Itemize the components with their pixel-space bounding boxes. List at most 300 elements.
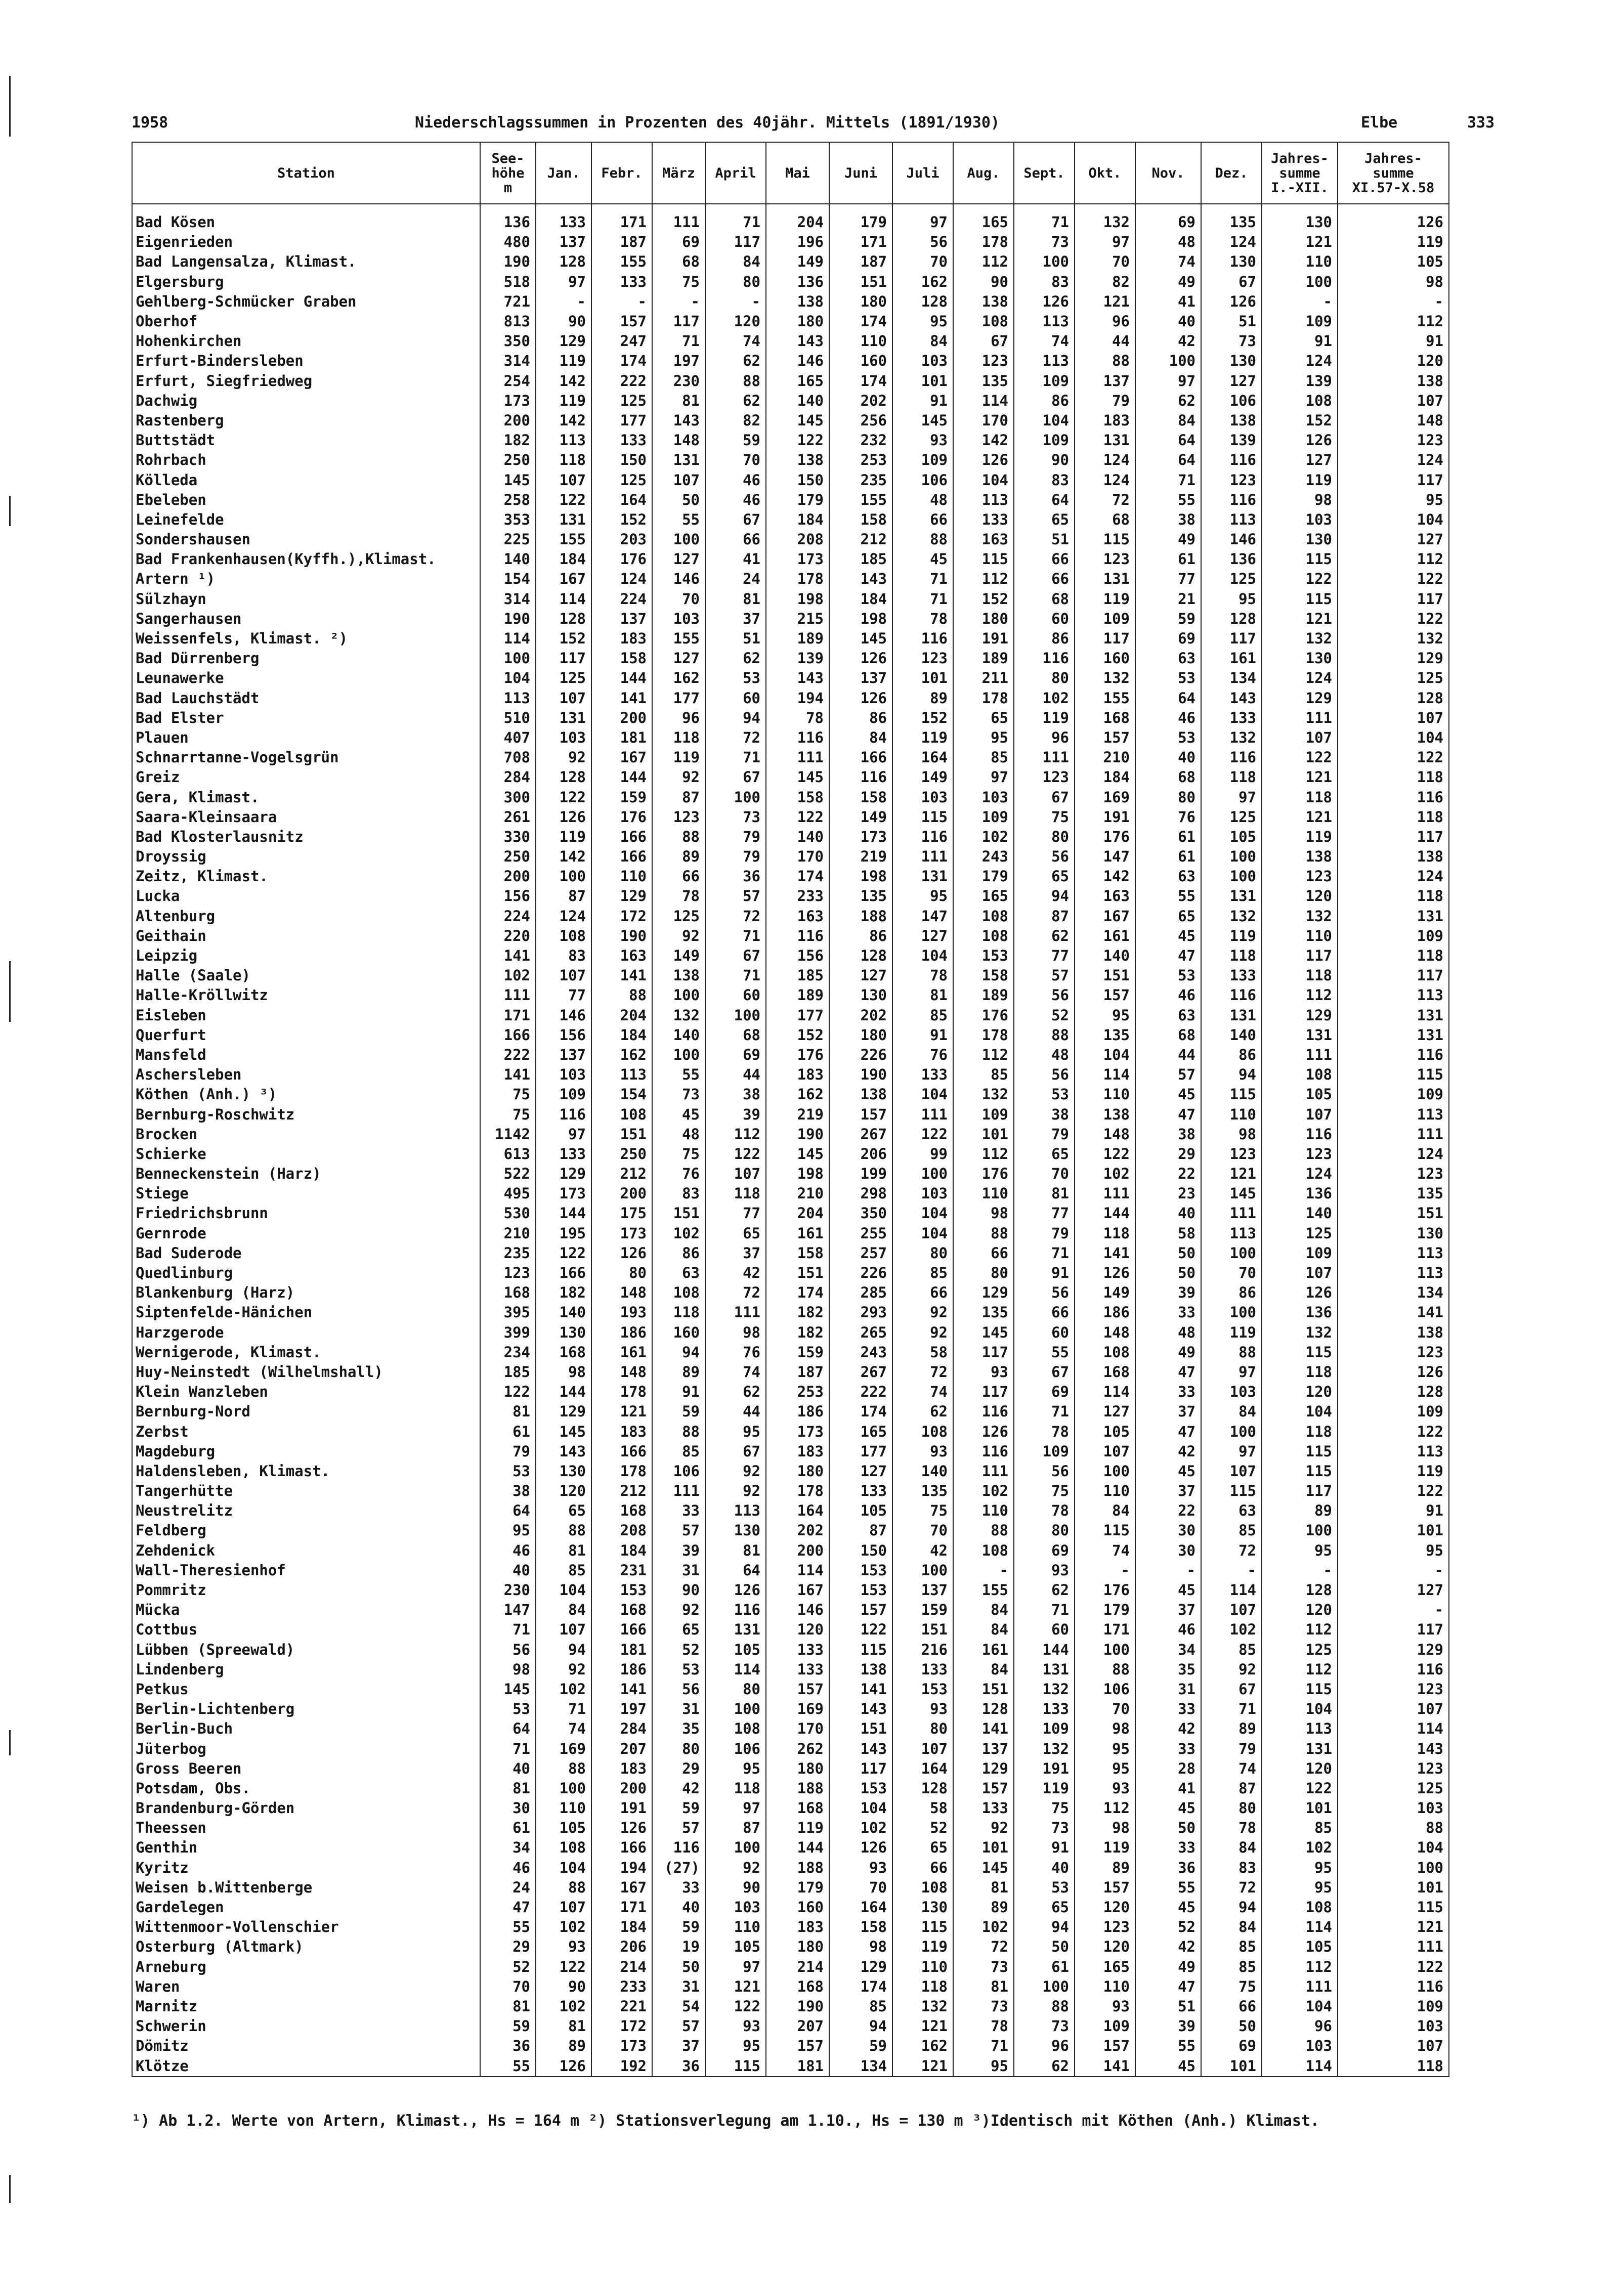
table-cell: 130	[536, 1323, 591, 1343]
table-cell: 179	[1075, 1600, 1135, 1620]
table-cell: (27)	[652, 1858, 705, 1878]
table-cell: 186	[1075, 1303, 1135, 1322]
table-cell: 105	[1075, 1422, 1135, 1441]
table-cell: 133	[1201, 966, 1262, 985]
table-cell: 96	[1014, 728, 1075, 748]
table-cell: 145	[953, 1323, 1014, 1343]
table-cell: 198	[766, 1164, 829, 1184]
table-cell: 95	[705, 1759, 766, 1779]
table-cell: 95	[1075, 1739, 1135, 1758]
table-row	[132, 312, 1449, 331]
table-cell: 262	[766, 1739, 829, 1758]
table-cell: 84	[536, 1600, 591, 1620]
table-cell: 122	[536, 1957, 591, 1977]
table-cell: 117	[1338, 966, 1449, 985]
table-cell: 87	[1014, 907, 1075, 926]
table-cell: 102	[536, 1680, 591, 1699]
table-cell: 202	[829, 1006, 892, 1025]
table-cell: 107	[1201, 1600, 1262, 1620]
table-cell: 67	[705, 1442, 766, 1461]
station-name: Osterburg (Altmark)	[132, 1937, 480, 1957]
table-cell: 88	[705, 371, 766, 391]
table-cell: 143	[829, 1739, 892, 1758]
table-cell: 77	[536, 985, 591, 1005]
table-row	[132, 1125, 1449, 1144]
table-cell: 53	[705, 668, 766, 688]
header-year: 1958	[132, 114, 168, 132]
table-cell: 167	[591, 748, 652, 767]
table-row	[132, 1025, 1449, 1045]
table-cell: 110	[1262, 926, 1338, 946]
table-cell: 52	[1135, 1917, 1201, 1937]
table-cell: 101	[1201, 2056, 1262, 2076]
table-cell: 51	[1014, 530, 1075, 549]
table-cell: 89	[1201, 1719, 1262, 1739]
table-cell: -	[1075, 1561, 1135, 1580]
table-cell: 29	[652, 1759, 705, 1779]
table-cell: 104	[1262, 1997, 1338, 2016]
table-cell: 179	[953, 867, 1014, 886]
table-cell: 116	[892, 827, 953, 847]
station-name: Rastenberg	[132, 411, 480, 430]
column-header: Juni	[829, 142, 892, 204]
column-header: Mai	[766, 142, 829, 204]
table-cell: 171	[1075, 1620, 1135, 1640]
table-cell: 108	[953, 926, 1014, 946]
table-cell: 102	[829, 1818, 892, 1838]
table-cell: 112	[953, 569, 1014, 589]
table-row	[132, 1144, 1449, 1164]
table-cell: 148	[1075, 1125, 1135, 1144]
table-row	[132, 1104, 1449, 1124]
table-cell: 101	[1338, 1878, 1449, 1898]
table-cell: 140	[892, 1461, 953, 1481]
table-cell: 84	[892, 331, 953, 351]
table-row	[132, 272, 1449, 292]
table-cell: 110	[1075, 1977, 1135, 1997]
table-row	[132, 629, 1449, 649]
table-cell: 157	[829, 1104, 892, 1124]
station-name: Zerbst	[132, 1422, 480, 1441]
table-cell: 95	[892, 886, 953, 906]
station-name: Eigenrieden	[132, 232, 480, 252]
table-cell: 87	[652, 787, 705, 807]
table-row	[132, 1442, 1449, 1461]
table-cell: 63	[652, 1263, 705, 1283]
table-cell: 130	[1262, 649, 1338, 668]
table-cell: 145	[1201, 1184, 1262, 1203]
table-cell: 30	[1135, 1521, 1201, 1540]
table-cell: 126	[1201, 292, 1262, 312]
table-cell: 123	[1262, 1144, 1338, 1164]
table-row	[132, 1402, 1449, 1422]
table-cell: 300	[480, 787, 536, 807]
table-cell: 89	[652, 847, 705, 867]
table-cell: 212	[591, 1164, 652, 1184]
table-cell: 107	[1262, 1263, 1338, 1283]
table-cell: 88	[1201, 1343, 1262, 1362]
table-cell: 76	[1135, 807, 1201, 827]
table-cell: 152	[953, 589, 1014, 609]
table-cell: 49	[1135, 1343, 1201, 1362]
table-cell: -	[591, 292, 652, 312]
table-cell: 148	[591, 1362, 652, 1382]
table-cell: 110	[1075, 1481, 1135, 1501]
table-cell: 480	[480, 232, 536, 252]
table-cell: 94	[829, 2016, 892, 2036]
table-cell: 45	[1135, 1580, 1201, 1600]
table-cell: 118	[1338, 807, 1449, 827]
table-cell: 110	[953, 1184, 1014, 1203]
table-cell: 125	[1201, 569, 1262, 589]
table-cell: 96	[652, 708, 705, 728]
table-cell: 222	[480, 1045, 536, 1065]
table-cell: 42	[892, 1541, 953, 1561]
table-cell: 126	[1262, 1283, 1338, 1303]
table-cell: 144	[536, 1382, 591, 1402]
table-cell: 178	[591, 1382, 652, 1402]
table-cell: 159	[766, 1343, 829, 1362]
table-cell: 33	[652, 1501, 705, 1521]
table-cell: 64	[1135, 450, 1201, 470]
table-cell: 94	[652, 1343, 705, 1362]
table-cell: 122	[829, 1620, 892, 1640]
table-cell: 74	[1075, 1541, 1135, 1561]
table-cell: 112	[1262, 1660, 1338, 1680]
table-cell: 250	[480, 847, 536, 867]
table-cell: 104	[892, 1224, 953, 1243]
station-name: Jüterbog	[132, 1739, 480, 1758]
table-cell: 144	[591, 668, 652, 688]
table-cell: 22	[1135, 1164, 1201, 1184]
table-row	[132, 1343, 1449, 1362]
table-cell: 214	[766, 1957, 829, 1977]
table-row	[132, 589, 1449, 609]
table-cell: 93	[892, 1442, 953, 1461]
table-cell: 99	[892, 1144, 953, 1164]
table-cell: 166	[480, 1025, 536, 1045]
table-cell: 83	[1201, 1858, 1262, 1878]
table-row	[132, 1997, 1449, 2016]
table-cell: 130	[829, 985, 892, 1005]
table-cell: 121	[892, 2056, 953, 2076]
table-cell: 115	[1075, 530, 1135, 549]
table-cell: 74	[1135, 252, 1201, 272]
table-cell: 47	[480, 1898, 536, 1917]
table-cell: 180	[953, 609, 1014, 629]
table-cell: 68	[1135, 1025, 1201, 1045]
table-cell: 144	[1075, 1203, 1135, 1223]
table-cell: 111	[1262, 1977, 1338, 1997]
table-row	[132, 1957, 1449, 1977]
table-row	[132, 470, 1449, 490]
table-cell: 87	[1201, 1779, 1262, 1798]
table-cell: 210	[1075, 748, 1135, 767]
table-cell: 132	[1262, 907, 1338, 926]
table-cell: 62	[705, 391, 766, 411]
table-cell: 165	[829, 1422, 892, 1441]
table-cell: 71	[1014, 204, 1075, 232]
table-cell: 104	[892, 1085, 953, 1104]
table-cell: 83	[1014, 470, 1075, 490]
station-name: Weisen b.Wittenberge	[132, 1878, 480, 1898]
table-cell: 100	[705, 1838, 766, 1858]
table-cell: 330	[480, 827, 536, 847]
table-cell: 129	[1338, 649, 1449, 668]
table-cell: 173	[591, 2036, 652, 2056]
table-cell: 124	[1262, 351, 1338, 371]
table-cell: 146	[652, 569, 705, 589]
station-name: Bad Dürrenberg	[132, 649, 480, 668]
table-cell: 65	[1014, 1898, 1075, 1917]
table-cell: 125	[591, 470, 652, 490]
table-cell: 185	[766, 966, 829, 985]
table-cell: 110	[1262, 252, 1338, 272]
table-cell: 123	[1014, 767, 1075, 787]
table-cell: 79	[480, 1442, 536, 1461]
table-cell: 33	[1135, 1739, 1201, 1758]
table-cell: 222	[591, 371, 652, 391]
table-cell: 72	[705, 1283, 766, 1303]
table-cell: 101	[953, 1838, 1014, 1858]
table-cell: 162	[892, 2036, 953, 2056]
table-cell: 56	[1014, 847, 1075, 867]
table-cell: 45	[652, 1104, 705, 1124]
table-cell: 107	[536, 966, 591, 985]
table-cell: 147	[892, 907, 953, 926]
table-cell: 71	[1135, 470, 1201, 490]
table-cell: 88	[652, 827, 705, 847]
table-cell: 171	[829, 232, 892, 252]
table-cell: 157	[1075, 2036, 1135, 2056]
table-cell: 164	[892, 748, 953, 767]
table-cell: 84	[1201, 1838, 1262, 1858]
table-cell: 123	[1338, 1680, 1449, 1699]
table-cell: 50	[1135, 1263, 1201, 1283]
table-cell: 178	[953, 688, 1014, 708]
table-cell: 66	[652, 867, 705, 886]
table-cell: 131	[1075, 569, 1135, 589]
table-cell: 137	[536, 1045, 591, 1065]
table-cell: 177	[652, 688, 705, 708]
station-name: Petkus	[132, 1680, 480, 1699]
table-cell: 207	[591, 1739, 652, 1758]
station-name: Gernrode	[132, 1224, 480, 1243]
table-cell: 129	[1262, 688, 1338, 708]
column-header: See- höhe m	[480, 142, 536, 204]
table-cell: 131	[1338, 1025, 1449, 1045]
table-cell: 118	[1338, 2056, 1449, 2076]
table-cell: 156	[536, 1025, 591, 1045]
table-cell: 55	[480, 1917, 536, 1937]
table-cell: 56	[1014, 1461, 1075, 1481]
table-cell: 59	[705, 430, 766, 450]
table-cell: 128	[1338, 1382, 1449, 1402]
table-cell: 100	[892, 1164, 953, 1184]
station-name: Quedlinburg	[132, 1263, 480, 1283]
station-name: Leipzig	[132, 946, 480, 966]
table-cell: 67	[705, 946, 766, 966]
station-name: Dömitz	[132, 2036, 480, 2056]
table-cell: 87	[536, 886, 591, 906]
table-cell: 122	[1338, 1422, 1449, 1441]
table-cell: 37	[652, 2036, 705, 2056]
table-cell: 97	[1135, 371, 1201, 391]
table-row	[132, 1461, 1449, 1481]
table-cell: 184	[591, 1025, 652, 1045]
station-name: Harzgerode	[132, 1323, 480, 1343]
table-cell: 46	[1135, 985, 1201, 1005]
table-row	[132, 391, 1449, 411]
table-cell: 113	[1201, 510, 1262, 530]
table-cell: 74	[1014, 331, 1075, 351]
table-cell: 29	[480, 1937, 536, 1957]
table-cell: 84	[953, 1620, 1014, 1640]
table-cell: 141	[591, 1680, 652, 1699]
table-row	[132, 1858, 1449, 1878]
table-cell: 62	[892, 1402, 953, 1422]
table-cell: 132	[1014, 1680, 1075, 1699]
table-cell: 167	[766, 1580, 829, 1600]
table-cell: 40	[1135, 748, 1201, 767]
table-cell: 136	[1262, 1184, 1338, 1203]
table-cell: 108	[705, 1719, 766, 1739]
table-cell: 117	[1201, 629, 1262, 649]
station-name: Friedrichsbrunn	[132, 1203, 480, 1223]
table-cell: 161	[766, 1224, 829, 1243]
table-cell: 121	[1262, 767, 1338, 787]
table-cell: 150	[829, 1541, 892, 1561]
table-cell: 46	[480, 1541, 536, 1561]
table-cell: 86	[829, 708, 892, 728]
station-name: Zehdenick	[132, 1541, 480, 1561]
station-name: Erfurt-Bindersleben	[132, 351, 480, 371]
table-cell: 47	[1135, 1422, 1201, 1441]
table-cell: 81	[953, 1878, 1014, 1898]
table-cell: 162	[652, 668, 705, 688]
table-cell: 113	[1262, 1719, 1338, 1739]
table-cell: 31	[652, 1699, 705, 1719]
table-cell: 142	[536, 847, 591, 867]
table-cell: 118	[705, 1184, 766, 1203]
table-cell: 40	[1135, 1203, 1201, 1223]
table-cell: 111	[1338, 1125, 1449, 1144]
table-cell: 144	[591, 767, 652, 787]
table-cell: 128	[536, 252, 591, 272]
table-row	[132, 787, 1449, 807]
table-cell: 69	[1014, 1541, 1075, 1561]
table-cell: 89	[1262, 1501, 1338, 1521]
table-header-row	[132, 142, 1449, 204]
table-cell: 107	[705, 1164, 766, 1184]
table-cell: 41	[1135, 292, 1201, 312]
station-name: Greiz	[132, 767, 480, 787]
table-cell: 98	[705, 1323, 766, 1343]
table-cell: 81	[892, 985, 953, 1005]
table-cell: 115	[1075, 1521, 1135, 1540]
station-name: Gardelegen	[132, 1898, 480, 1917]
table-cell: 48	[1014, 1045, 1075, 1065]
table-cell: 122	[705, 1997, 766, 2016]
table-cell: 79	[1201, 1739, 1262, 1758]
table-cell: 153	[829, 1580, 892, 1600]
table-cell: 92	[652, 926, 705, 946]
table-row	[132, 1779, 1449, 1798]
margin-mark	[9, 2175, 11, 2203]
table-cell: 40	[480, 1561, 536, 1580]
table-cell: 81	[536, 2016, 591, 2036]
table-cell: 133	[1201, 708, 1262, 728]
table-cell: 65	[1014, 510, 1075, 530]
table-cell: 80	[1014, 827, 1075, 847]
table-cell: 57	[1135, 1065, 1201, 1085]
table-cell: 102	[953, 1917, 1014, 1937]
station-name: Pommritz	[132, 1580, 480, 1600]
table-cell: 136	[1201, 549, 1262, 569]
table-cell: 183	[591, 1422, 652, 1441]
table-cell: 122	[1338, 569, 1449, 589]
table-cell: 109	[1262, 312, 1338, 331]
table-cell: 66	[1201, 1997, 1262, 2016]
table-cell: 126	[829, 1838, 892, 1858]
table-cell: 135	[953, 371, 1014, 391]
table-cell: 143	[829, 1699, 892, 1719]
table-row	[132, 907, 1449, 926]
column-header: Station	[132, 142, 480, 204]
table-cell: 126	[829, 649, 892, 668]
table-cell: 59	[652, 1798, 705, 1818]
table-cell: 124	[1075, 450, 1135, 470]
table-cell: 204	[766, 1203, 829, 1223]
table-cell: 121	[892, 2016, 953, 2036]
table-cell: 92	[892, 1303, 953, 1322]
table-cell: 65	[652, 1620, 705, 1640]
table-cell: 160	[1075, 649, 1135, 668]
station-name: Hohenkirchen	[132, 331, 480, 351]
table-cell: 207	[766, 2016, 829, 2036]
table-cell: 80	[953, 1263, 1014, 1283]
table-cell: 126	[1014, 292, 1075, 312]
table-row	[132, 1541, 1449, 1561]
table-cell: 63	[1201, 1501, 1262, 1521]
table-cell: 179	[766, 1878, 829, 1898]
table-cell: 120	[1262, 1382, 1338, 1402]
table-cell: -	[1338, 1600, 1449, 1620]
table-cell: 39	[1135, 2016, 1201, 2036]
table-cell: 104	[1262, 1402, 1338, 1422]
table-cell: 60	[1014, 1620, 1075, 1640]
table-cell: 145	[766, 767, 829, 787]
table-cell: 96	[1262, 2016, 1338, 2036]
table-cell: 256	[829, 411, 892, 430]
table-cell: 112	[953, 1045, 1014, 1065]
table-cell: 161	[591, 1343, 652, 1362]
table-cell: 100	[1201, 1243, 1262, 1263]
table-cell: 221	[591, 1997, 652, 2016]
table-cell: 267	[829, 1125, 892, 1144]
table-cell: 121	[591, 1402, 652, 1422]
column-header: Jahres- summe I.-XII.	[1262, 142, 1338, 204]
table-cell: 73	[953, 1997, 1014, 2016]
table-row	[132, 1323, 1449, 1343]
table-cell: 180	[766, 1461, 829, 1481]
table-cell: 80	[892, 1243, 953, 1263]
table-cell: 232	[829, 430, 892, 450]
table-cell: 34	[480, 1838, 536, 1858]
table-cell: 160	[829, 351, 892, 371]
table-cell: 131	[1201, 1006, 1262, 1025]
station-name: Marnitz	[132, 1997, 480, 2016]
